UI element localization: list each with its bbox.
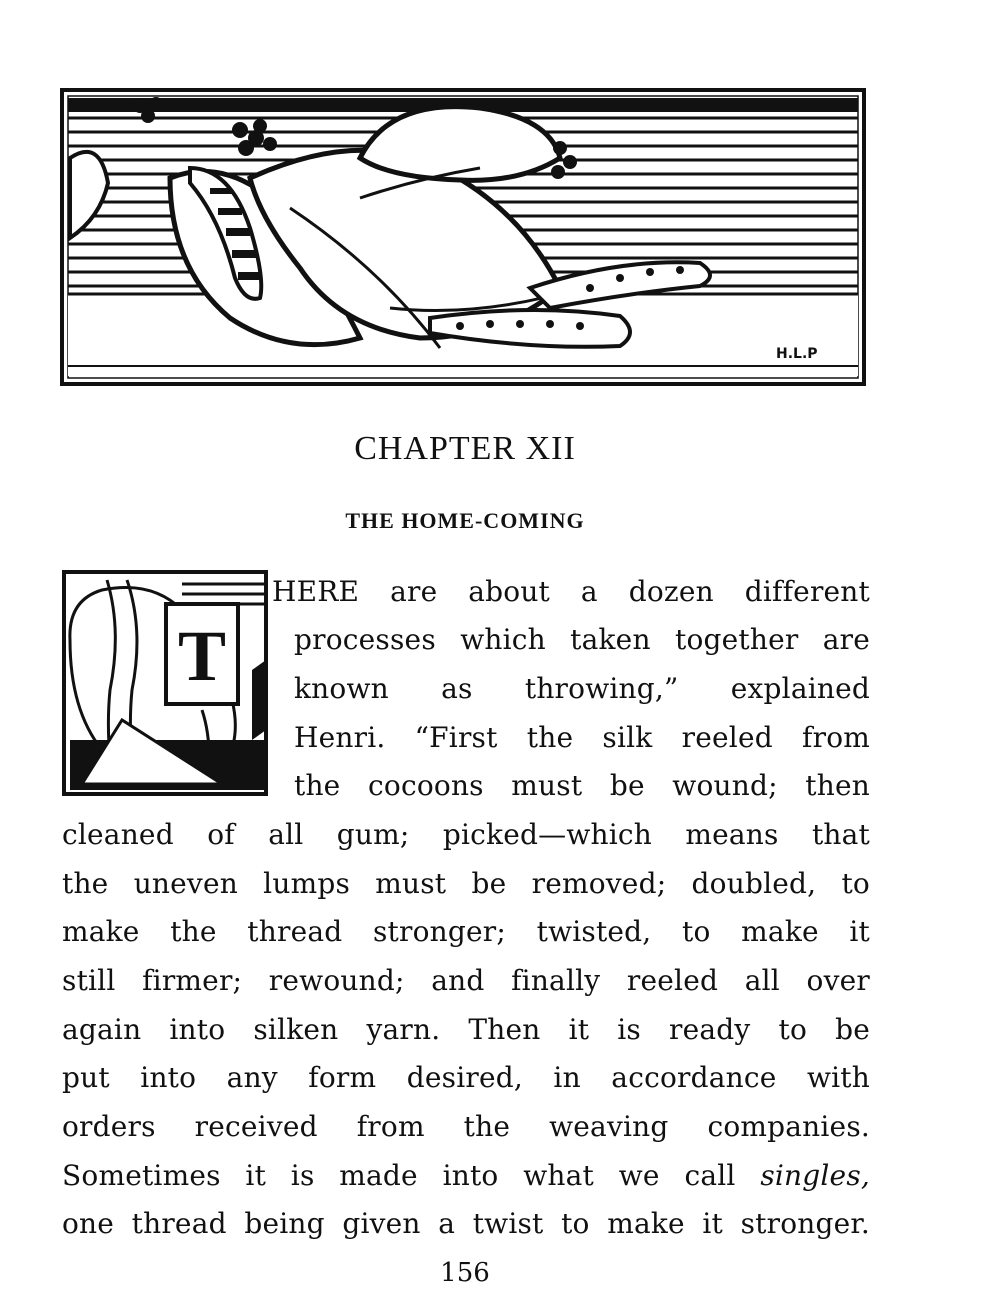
text-line: the cocoons must be wound; then [294,769,870,802]
text-line: again into silken yarn. Then it is ready to be [62,1013,870,1046]
chapter-number: CHAPTER XII [354,430,576,467]
text-line: orders received from the weaving companies. [62,1110,870,1143]
drop-cap-ornament [62,570,268,796]
text-line: Henri. “First the silk reeled from [294,721,870,754]
drop-cap-letter: T [177,616,227,696]
text-line-roman: Sometimes it is made into what we call [62,1159,761,1192]
text-line: one thread being given a twist to make it stronger. [62,1207,870,1240]
headpiece-illustration [60,88,866,388]
text-line: put into any form desired, in accordance with [62,1061,870,1094]
svg-text:H.L.P: H.L.P [776,346,818,362]
text-line: still firmer; rewound; and finally reeled all over [62,964,870,997]
text-line: known as throwing,” explained [294,672,870,705]
text-line: cleaned of all gum; picked—which means that [62,818,870,851]
text-line: processes which taken together are [294,623,870,656]
chapter-title: THE HOME-COMING [345,508,585,533]
text-line: HERE are about a dozen different [272,575,870,608]
page-number: 156 [440,1258,490,1288]
silkworm-illustration [60,88,866,388]
text-line [62,1156,870,1196]
italic-term: singles, [760,1159,870,1192]
text-line: the uneven lumps must be removed; doubled, to [62,867,870,900]
text-line: make the thread stronger; twisted, to make it [62,915,870,948]
